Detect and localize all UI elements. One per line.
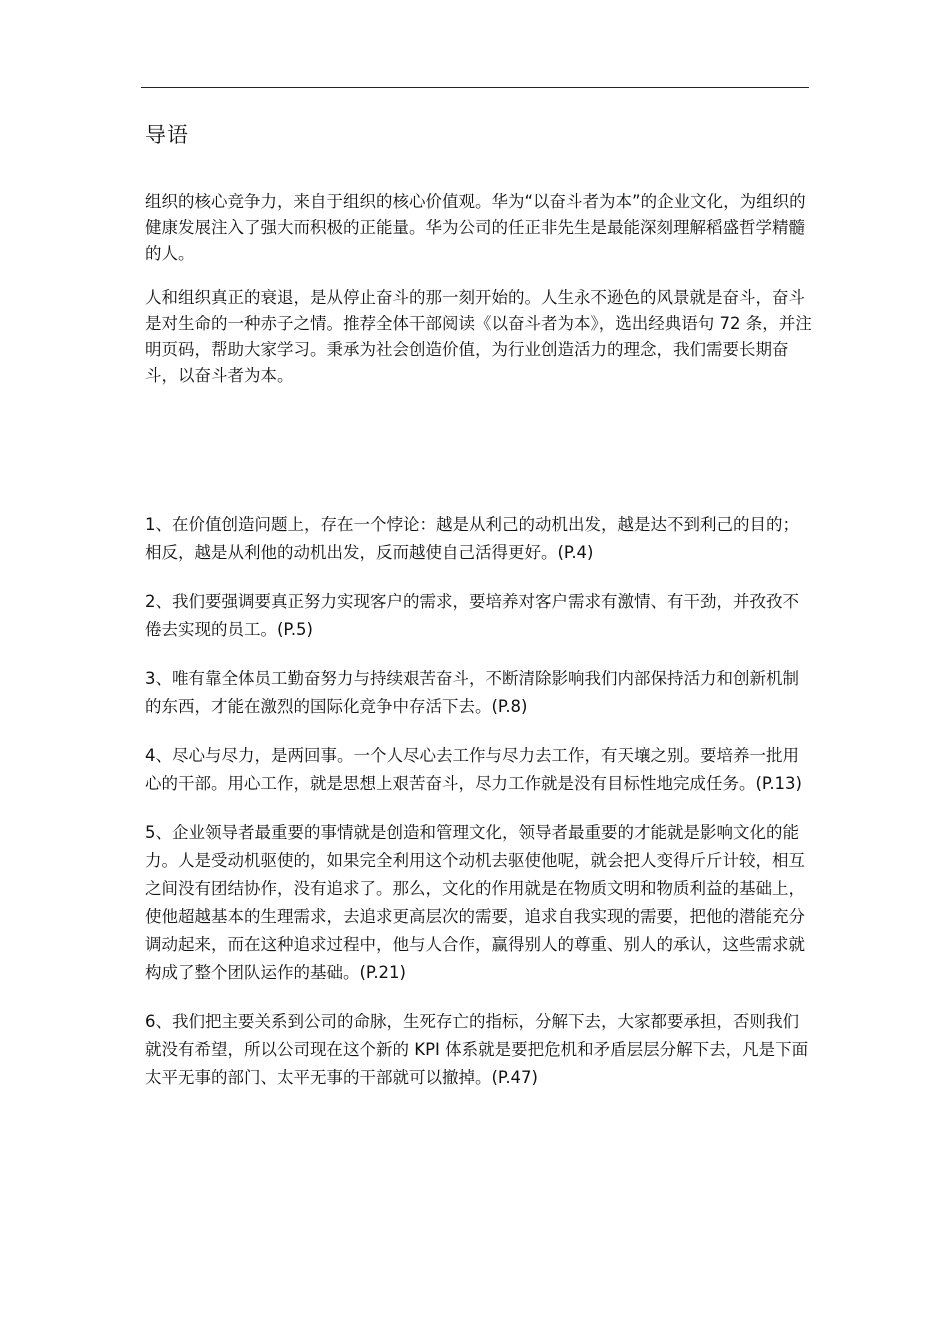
quote-item: 3、唯有靠全体员工勤奋努力与持续艰苦奋斗，不断清除影响我们内部保持活力和创新机制的东西，才能在激烈的国际化竞争中存活下去。(P.8) [145,669,799,716]
page-heading: 导语 [145,123,189,147]
quote-item: 5、企业领导者最重要的事情就是创造和管理文化，领导者最重要的才能就是影响文化的能力。人是受动机驱使的，如果完全利用这个动机去驱使他呢，就会把人变得斤斤计较，相互之间没有团结协作，没有追求了。那么，文化的作用就是在物质文明和物质利益的基础上，使他超越基本的生理需求，去追求更高层次的需要，追求自我实现的需要，把他的潜能充分调动起来，而在这种追求过程中，他与人合作，赢得别人的尊重、别人的承认，这些需求就构成了整个团队运作的基础。(P.21) [145,823,805,982]
quote-item: 1、在价值创造问题上，存在一个悖论：越是从利己的动机出发，越是达不到利己的目的；相反，越是从利他的动机出发，反而越使自己活得更好。(P.4) [145,515,799,562]
header-divider [141,87,809,88]
quote-item: 4、尽心与尽力，是两回事。一个人尽心去工作与尽力去工作，有天壤之别。要培养一批用心的干部。用心工作，就是思想上艰苦奋斗，尽力工作就是没有目标性地完成任务。(P.13) [145,746,802,793]
quote-item: 6、我们把主要关系到公司的命脉，生死存亡的指标，分解下去，大家都要承担，否则我们就没有希望，所以公司现在这个新的 KPI 体系就是要把危机和矛盾层层分解下去，凡是下面太平无事的部门、太平无事的干部就可以撤掉。(P.47) [145,1012,809,1087]
quote-list [145,511,813,1113]
intro-paragraph: 组织的核心竞争力，来自于组织的核心价值观。华为“以奋斗者为本”的企业文化，为组织的健康发展注入了强大而积极的正能量。华为公司的任正非先生是最能深刻理解稻盛哲学精髓的人。 [145,192,806,263]
intro-paragraph: 人和组织真正的衰退，是从停止奋斗的那一刻开始的。人生永不逊色的风景就是奋斗，奋斗是对生命的一种赤子之情。推荐全体干部阅读《以奋斗者为本》，选出经典语句 72 条，并注明页码，帮助大家学习。秉承为社会创造价值，为行业创造活力的理念，我们需要长期奋斗，以奋斗者为本。 [145,288,812,385]
quote-item: 2、我们要强调要真正努力实现客户的需求，要培养对客户需求有激情、有干劲，并孜孜不倦去实现的员工。(P.5) [145,592,799,639]
